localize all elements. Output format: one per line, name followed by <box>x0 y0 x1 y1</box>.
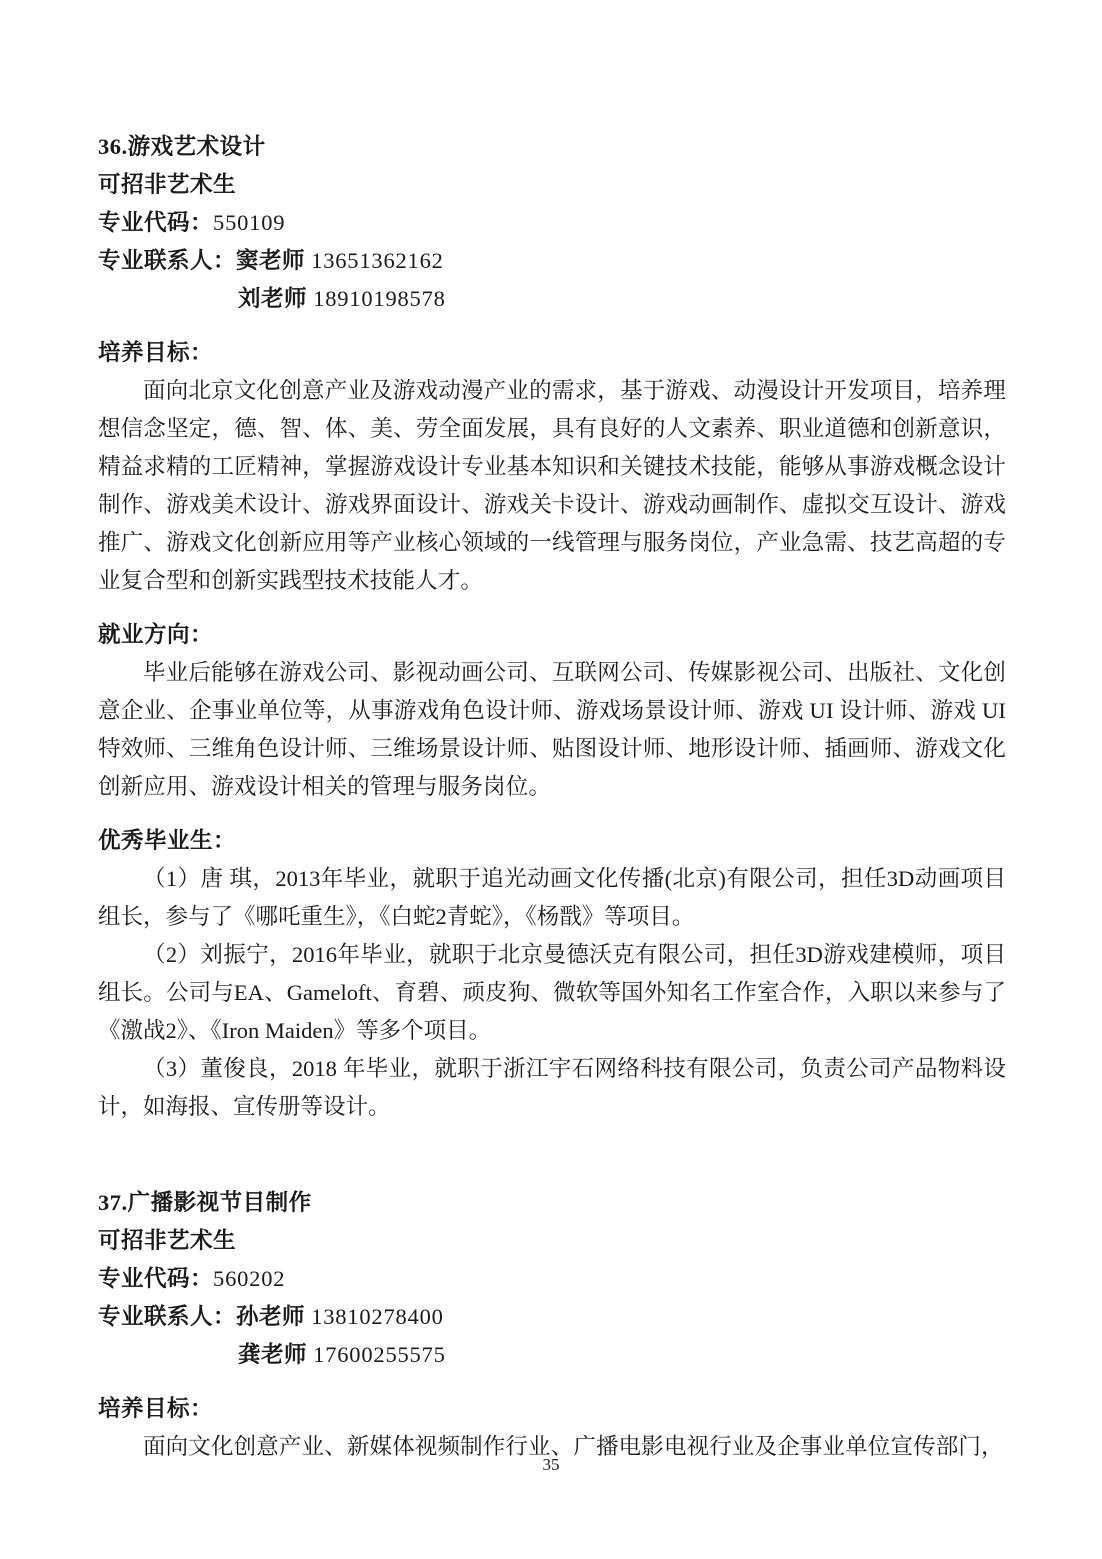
block-heading-training-objective-36: 培养目标： <box>98 340 214 365</box>
section-spacer <box>98 1126 1006 1184</box>
contact-line-36-2 <box>98 280 1006 318</box>
graduate-entry-1: （1）唐 琪，2013年毕业，就职于追光动画文化传播(北京)有限公司，担任3D动画项目组长，参与了《哪吒重生》，《白蛇2青蛇》，《杨戬》等项目。 <box>98 866 1006 929</box>
contact-phone-36-2: 18910198578 <box>313 286 446 311</box>
contact-label-37: 专业联系人： <box>98 1304 237 1329</box>
major-title-37: 37.广播影视节目制作 <box>98 1190 312 1215</box>
contact-phone-37-1: 13810278400 <box>311 1304 444 1329</box>
contact-line-37-1 <box>98 1298 1006 1336</box>
contact-name-37-1: 孙老师 <box>236 1304 306 1329</box>
contact-name-36-1: 窦老师 <box>236 248 306 273</box>
contact-line-36-1 <box>98 242 1006 280</box>
major-code-line-36 <box>98 204 1006 242</box>
contact-label-36: 专业联系人： <box>98 248 237 273</box>
major-section-36 <box>98 128 1006 1126</box>
block-heading-outstanding-graduates-36: 优秀毕业生： <box>98 828 237 853</box>
eligibility-note-37: 可招非艺术生 <box>98 1228 237 1253</box>
contact-name-36-2: 刘老师 <box>238 286 308 311</box>
major-code-line-37 <box>98 1260 1006 1298</box>
contact-line-37-2 <box>98 1336 1006 1374</box>
contact-phone-36-1: 13651362162 <box>311 248 444 273</box>
major-code-label-36: 专业代码： <box>98 210 214 235</box>
graduate-entry-2: （2）刘振宁，2016年毕业，就职于北京曼德沃克有限公司，担任3D游戏建模师，项目组长。公司与EA、Gameloft、育碧、顽皮狗、微软等国外知名工作室合作，入职以来参与了《激战2》、《Iron Maiden》等多个项目。 <box>98 942 1006 1043</box>
page-content <box>98 128 1006 1466</box>
major-section-37 <box>98 1184 1006 1466</box>
block-heading-training-objective-37: 培养目标： <box>98 1396 214 1421</box>
contact-name-37-2: 龚老师 <box>238 1342 308 1367</box>
graduate-entry-3: （3）董俊良，2018 年毕业，就职于浙江宇石网络科技有限公司，负责公司产品物料设计，如海报、宣传册等设计。 <box>98 1056 1006 1119</box>
contact-phone-37-2: 17600255575 <box>313 1342 446 1367</box>
block-heading-employment-direction-36: 就业方向： <box>98 622 214 647</box>
block-paragraph-employment-direction-36: 毕业后能够在游戏公司、影视动画公司、互联网公司、传媒影视公司、出版社、文化创意企业、企事业单位等，从事游戏角色设计师、游戏场景设计师、游戏 UI 设计师、游戏 UI 特效师、三维角色设计师、三维场景设计师、贴图设计师、地形设计师、插画师、游戏文化创新应用、游戏设计相关的管理与服务岗位。 <box>98 660 1006 799</box>
major-title-36: 36.游戏艺术设计 <box>98 134 266 159</box>
page-number: 35 <box>542 1455 560 1474</box>
block-paragraph-training-objective-36: 面向北京文化创意产业及游戏动漫产业的需求，基于游戏、动漫设计开发项目，培养理想信念坚定，德、智、体、美、劳全面发展，具有良好的人文素养、职业道德和创新意识，精益求精的工匠精神，掌握游戏设计专业基本知识和关键技术技能，能够从事游戏概念设计制作、游戏美术设计、游戏界面设计、游戏关卡设计、游戏动画制作、虚拟交互设计、游戏推广、游戏文化创新应用等产业核心领域的一线管理与服务岗位，产业急需、技艺高超的专业复合型和创新实践型技术技能人才。 <box>98 378 1006 593</box>
eligibility-note-36: 可招非艺术生 <box>98 172 237 197</box>
major-code-label-37: 专业代码： <box>98 1266 214 1291</box>
block-paragraph-training-objective-37: 面向文化创意产业、新媒体视频制作行业、广播电影电视行业及企事业单位宣传部门， <box>143 1434 1004 1459</box>
major-code-value-37: 560202 <box>213 1266 286 1291</box>
major-code-value-36: 550109 <box>213 210 286 235</box>
